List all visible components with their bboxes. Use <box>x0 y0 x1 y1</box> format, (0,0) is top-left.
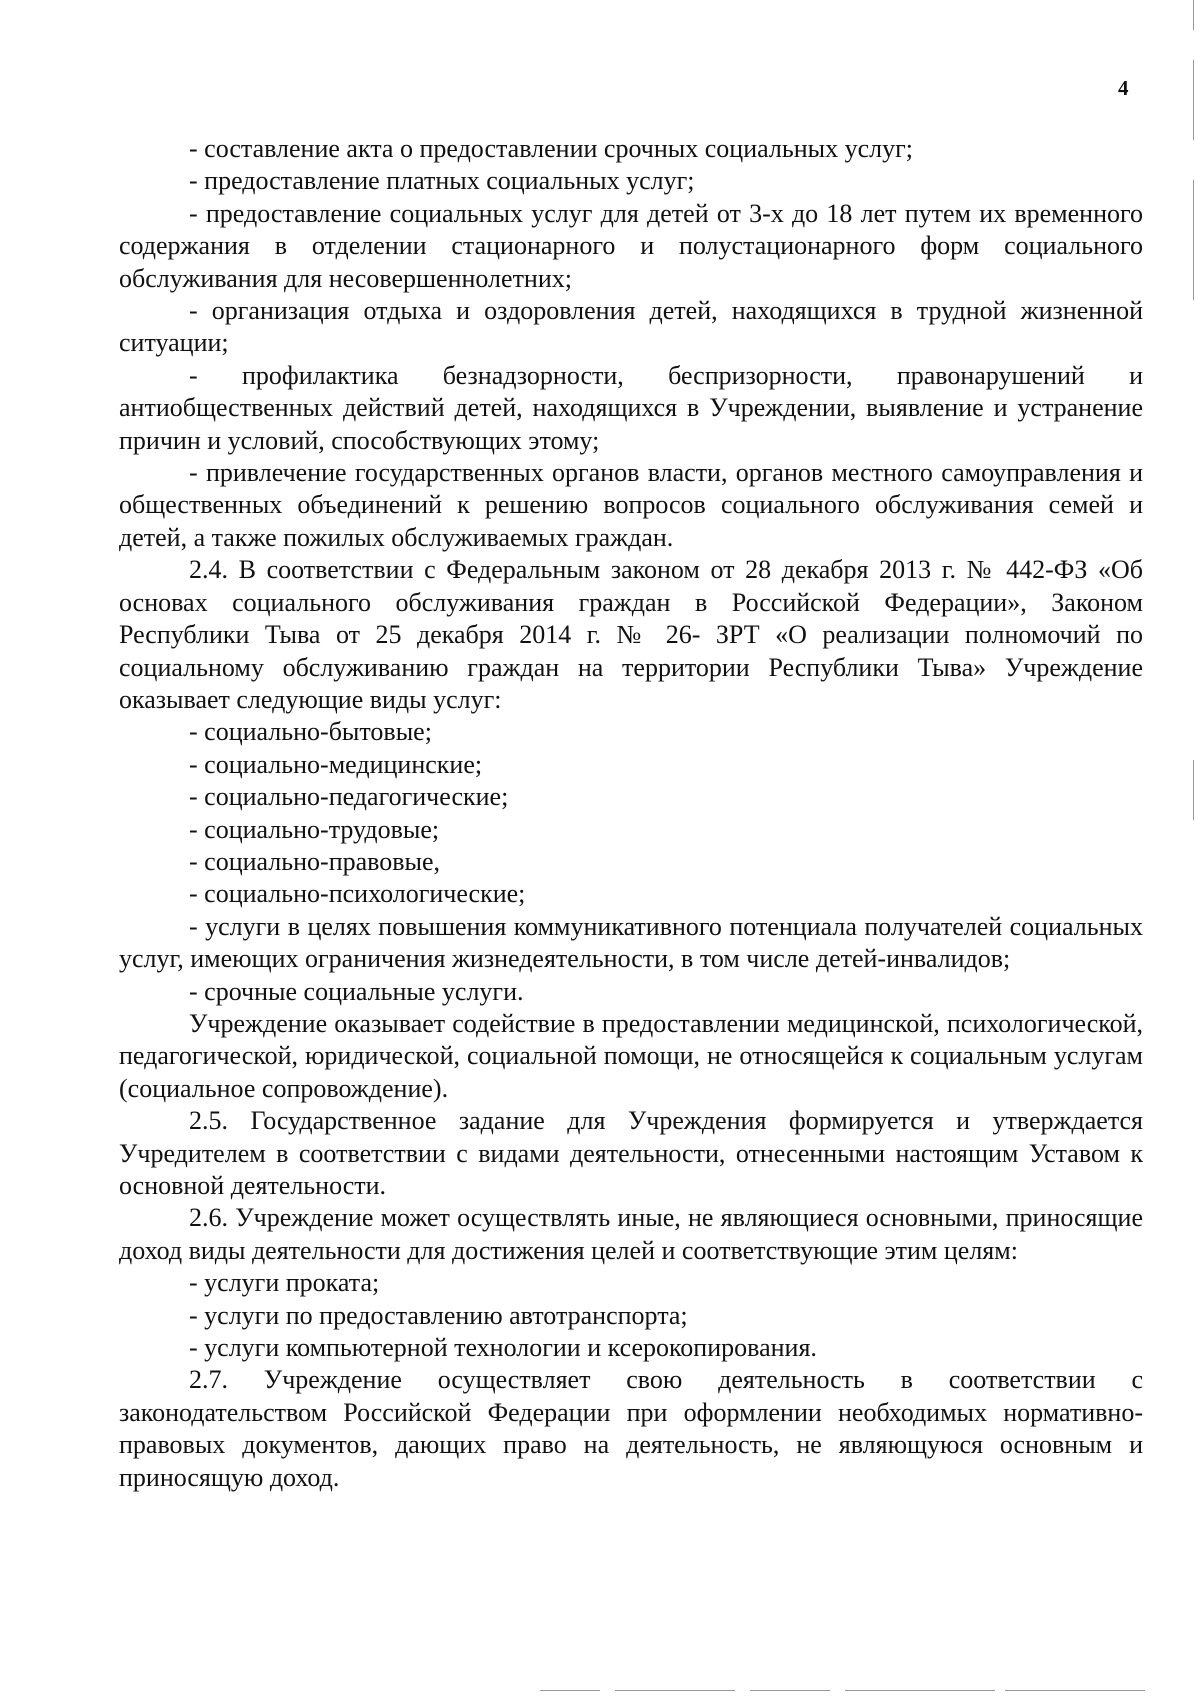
list-item: - социально-бытовые; <box>189 717 432 747</box>
paragraph: - профилактика безнадзорности, беспризорности, правонарушений и антиобщественных действий детей, находящихся в Учреждении, выявление и устранение причин и условий, способствующих этому; <box>119 360 1143 455</box>
scan-bottom-rule <box>615 1690 735 1691</box>
scan-bottom-rule <box>750 1690 830 1691</box>
paragraph: 2.4. В соответствии с Федеральным законом от 28 декабря 2013 г. № 442-ФЗ «Об основах социального обслуживания граждан в Российской Федерации», Законом Республики Тыва от 25 декабря 2014 г. № 26- ЗРТ «О реализации полномочий по социальному обслуживанию граждан на территории Республики Тыва» Учреждение оказывает следующие виды услуг: <box>119 555 1143 714</box>
scan-edge-line <box>1193 760 1194 820</box>
document-body <box>119 133 1143 1494</box>
scan-bottom-rule <box>845 1690 995 1691</box>
list-item: - социально-трудовые; <box>189 814 440 844</box>
list-item: - социально-медицинские; <box>189 749 483 779</box>
scan-edge-line <box>1193 180 1194 300</box>
scan-bottom-rule <box>1005 1690 1145 1691</box>
scan-bottom-rule <box>540 1690 600 1691</box>
paragraph: Учреждение оказывает содействие в предоставлении медицинской, психологической, педагогической, юридической, социальной помощи, не относящейся к социальным услугам (социальное сопровождение). <box>119 1008 1143 1103</box>
paragraph: - предоставление социальных услуг для детей от 3-х до 18 лет путем их временного содержания в отделении стационарного и полустационарного форм социального обслуживания для несовершеннолетних; <box>119 198 1143 293</box>
list-item: - услуги проката; <box>189 1268 380 1298</box>
list-item: - социально-психологические; <box>189 879 526 909</box>
list-item: - услуги компьютерной технологии и ксерокопирования. <box>189 1333 817 1363</box>
paragraph: - предоставление платных социальных услуг; <box>189 166 695 196</box>
paragraph: - привлечение государственных органов власти, органов местного самоуправления и общественных объединений к решению вопросов социального обслуживания семей и детей, а также пожилых обслуживаемых граждан. <box>119 458 1143 552</box>
scan-edge-line <box>1193 60 1194 140</box>
paragraph: - организация отдыха и оздоровления детей, находящихся в трудной жизненной ситуации; <box>119 296 1143 358</box>
list-item: - социально-педагогические; <box>189 782 509 812</box>
list-item: - социально-правовые, <box>189 846 441 876</box>
list-item: - услуги в целях повышения коммуникативного потенциала получателей социальных услуг, имеющих ограничения жизнедеятельности, в том числе детей-инвалидов; <box>119 911 1143 974</box>
list-item: - срочные социальные услуги. <box>189 976 524 1006</box>
paragraph: 2.6. Учреждение может осуществлять иные, не являющиеся основными, приносящие доход виды деятельности для достижения целей и соответствующие этим целям: <box>119 1203 1143 1265</box>
scan-edge-line <box>1193 0 1194 30</box>
paragraph: 2.7. Учреждение осуществляет свою деятельность в соответствии с законодательством Российской Федерации при оформлении необходимых нормативно-правовых документов, дающих право на деятельность, не являющуюся основным и приносящую доход. <box>119 1365 1143 1492</box>
paragraph: - составление акта о предоставлении срочных социальных услуг; <box>189 134 913 163</box>
paragraph: 2.5. Государственное задание для Учреждения формируется и утверждается Учредителем в соответствии с видами деятельности, отнесенными настоящим Уставом к основной деятельности. <box>119 1106 1143 1200</box>
list-item: - услуги по предоставлению автотранспорта; <box>189 1300 688 1330</box>
page-number: 4 <box>1118 76 1129 100</box>
